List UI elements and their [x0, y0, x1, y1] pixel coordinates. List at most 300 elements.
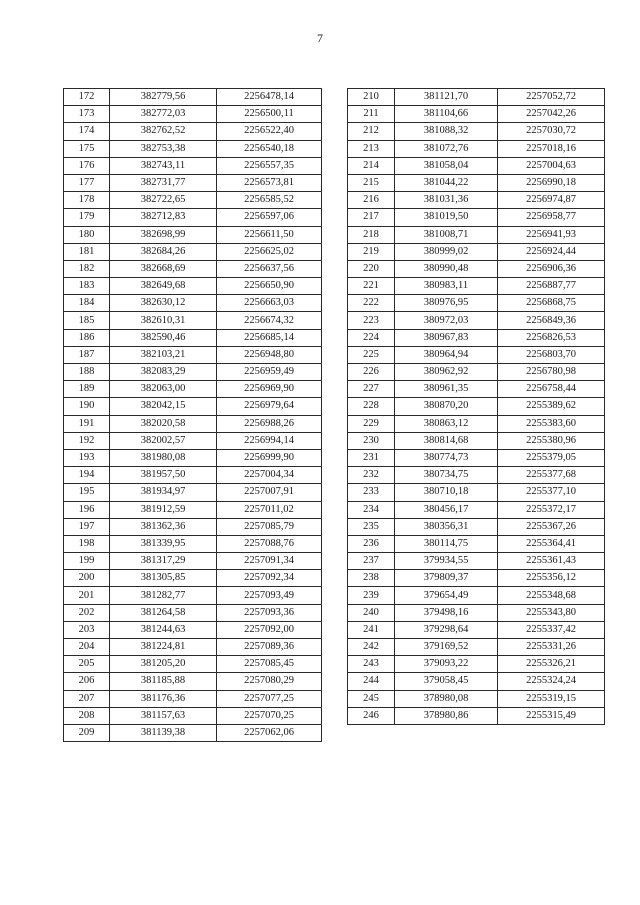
y-coordinate-cell: 2257092,34	[217, 570, 322, 587]
y-coordinate-cell: 2255377,68	[498, 467, 605, 484]
x-coordinate-cell: 381058,04	[395, 157, 498, 174]
y-coordinate-cell: 2256557,35	[217, 157, 322, 174]
y-coordinate-cell: 2256611,50	[217, 226, 322, 243]
y-coordinate-cell: 2257080,29	[217, 673, 322, 690]
y-coordinate-cell: 2256637,56	[217, 260, 322, 277]
point-number-cell: 172	[64, 89, 110, 106]
x-coordinate-cell: 380456,17	[395, 501, 498, 518]
x-coordinate-cell: 379058,45	[395, 673, 498, 690]
point-number-cell: 206	[64, 673, 110, 690]
point-number-cell: 230	[348, 432, 395, 449]
x-coordinate-cell: 379498,16	[395, 604, 498, 621]
y-coordinate-cell: 2257007,91	[217, 484, 322, 501]
point-number-cell: 220	[348, 260, 395, 277]
point-number-cell: 233	[348, 484, 395, 501]
y-coordinate-cell: 2257004,34	[217, 467, 322, 484]
y-coordinate-cell: 2255379,05	[498, 449, 605, 466]
x-coordinate-cell: 381264,58	[110, 604, 217, 621]
x-coordinate-cell: 382753,38	[110, 140, 217, 157]
table-row	[64, 449, 322, 466]
table-row	[348, 398, 605, 415]
x-coordinate-cell: 380356,31	[395, 518, 498, 535]
x-coordinate-cell: 381157,63	[110, 707, 217, 724]
table-row	[64, 329, 322, 346]
table-row	[64, 415, 322, 432]
y-coordinate-cell: 2257062,06	[217, 724, 322, 741]
y-coordinate-cell: 2255326,21	[498, 656, 605, 673]
point-number-cell: 175	[64, 140, 110, 157]
page-number: 7	[317, 31, 323, 45]
table-row	[348, 535, 605, 552]
x-coordinate-cell: 381205,20	[110, 656, 217, 673]
table-row	[348, 432, 605, 449]
table-row	[64, 312, 322, 329]
x-coordinate-cell: 381244,63	[110, 621, 217, 638]
x-coordinate-cell: 380961,35	[395, 381, 498, 398]
x-coordinate-cell: 381044,22	[395, 174, 498, 191]
point-number-cell: 229	[348, 415, 395, 432]
point-number-cell: 226	[348, 364, 395, 381]
table-row	[348, 381, 605, 398]
x-coordinate-cell: 380962,92	[395, 364, 498, 381]
point-number-cell: 192	[64, 432, 110, 449]
y-coordinate-cell: 2257011,02	[217, 501, 322, 518]
x-coordinate-cell: 379934,55	[395, 553, 498, 570]
y-coordinate-cell: 2256999,90	[217, 449, 322, 466]
y-coordinate-cell: 2255372,17	[498, 501, 605, 518]
point-number-cell: 238	[348, 570, 395, 587]
table-row	[64, 535, 322, 552]
y-coordinate-cell: 2255356,12	[498, 570, 605, 587]
y-coordinate-cell: 2257088,76	[217, 535, 322, 552]
point-number-cell: 236	[348, 535, 395, 552]
y-coordinate-cell: 2256887,77	[498, 278, 605, 295]
y-coordinate-cell: 2255377,10	[498, 484, 605, 501]
x-coordinate-cell: 381176,36	[110, 690, 217, 707]
x-coordinate-cell: 381139,38	[110, 724, 217, 741]
table-row	[64, 364, 322, 381]
x-coordinate-cell: 382722,65	[110, 192, 217, 209]
table-row	[348, 553, 605, 570]
y-coordinate-cell: 2256948,80	[217, 346, 322, 363]
x-coordinate-cell: 380972,03	[395, 312, 498, 329]
point-number-cell: 179	[64, 209, 110, 226]
y-coordinate-cell: 2255319,15	[498, 690, 605, 707]
y-coordinate-cell: 2255383,60	[498, 415, 605, 432]
table-row	[64, 174, 322, 191]
table-row	[64, 278, 322, 295]
x-coordinate-cell: 381934,97	[110, 484, 217, 501]
x-coordinate-cell: 381019,50	[395, 209, 498, 226]
point-number-cell: 245	[348, 690, 395, 707]
x-coordinate-cell: 382630,12	[110, 295, 217, 312]
table-row	[64, 260, 322, 277]
table-row	[64, 346, 322, 363]
point-number-cell: 209	[64, 724, 110, 741]
x-coordinate-cell: 381282,77	[110, 587, 217, 604]
table-row	[64, 398, 322, 415]
point-number-cell: 234	[348, 501, 395, 518]
x-coordinate-cell: 382063,00	[110, 381, 217, 398]
point-number-cell: 174	[64, 123, 110, 140]
table-row	[64, 570, 322, 587]
point-number-cell: 211	[348, 106, 395, 123]
x-coordinate-cell: 378980,08	[395, 690, 498, 707]
table-row	[64, 123, 322, 140]
point-number-cell: 187	[64, 346, 110, 363]
point-number-cell: 244	[348, 673, 395, 690]
point-number-cell: 212	[348, 123, 395, 140]
table-row	[64, 295, 322, 312]
table-row	[348, 312, 605, 329]
y-coordinate-cell: 2256674,32	[217, 312, 322, 329]
x-coordinate-cell: 382712,83	[110, 209, 217, 226]
y-coordinate-cell: 2256540,18	[217, 140, 322, 157]
y-coordinate-cell: 2255337,42	[498, 621, 605, 638]
point-number-cell: 246	[348, 707, 395, 724]
x-coordinate-cell: 382762,52	[110, 123, 217, 140]
point-number-cell: 208	[64, 707, 110, 724]
point-number-cell: 203	[64, 621, 110, 638]
point-number-cell: 239	[348, 587, 395, 604]
y-coordinate-cell: 2257077,25	[217, 690, 322, 707]
x-coordinate-cell: 379654,49	[395, 587, 498, 604]
y-coordinate-cell: 2257052,72	[498, 89, 605, 106]
y-coordinate-cell: 2256849,36	[498, 312, 605, 329]
x-coordinate-cell: 382002,57	[110, 432, 217, 449]
point-number-cell: 191	[64, 415, 110, 432]
table-row	[64, 209, 322, 226]
point-number-cell: 198	[64, 535, 110, 552]
table-row	[348, 278, 605, 295]
y-coordinate-cell: 2255331,26	[498, 639, 605, 656]
point-number-cell: 218	[348, 226, 395, 243]
x-coordinate-cell: 381008,71	[395, 226, 498, 243]
y-coordinate-cell: 2257085,79	[217, 518, 322, 535]
y-coordinate-cell: 2256941,93	[498, 226, 605, 243]
x-coordinate-cell: 380967,83	[395, 329, 498, 346]
x-coordinate-cell: 382610,31	[110, 312, 217, 329]
point-number-cell: 215	[348, 174, 395, 191]
table-row	[64, 656, 322, 673]
y-coordinate-cell: 2257030,72	[498, 123, 605, 140]
y-coordinate-cell: 2256979,64	[217, 398, 322, 415]
point-number-cell: 180	[64, 226, 110, 243]
x-coordinate-cell: 382731,77	[110, 174, 217, 191]
table-row	[348, 346, 605, 363]
table-row	[348, 501, 605, 518]
table-row	[64, 639, 322, 656]
point-number-cell: 213	[348, 140, 395, 157]
table-row	[64, 501, 322, 518]
point-number-cell: 182	[64, 260, 110, 277]
x-coordinate-cell: 380734,75	[395, 467, 498, 484]
point-number-cell: 204	[64, 639, 110, 656]
table-row	[64, 140, 322, 157]
x-coordinate-cell: 381224,81	[110, 639, 217, 656]
point-number-cell: 205	[64, 656, 110, 673]
table-row	[64, 192, 322, 209]
point-number-cell: 177	[64, 174, 110, 191]
table-row	[348, 570, 605, 587]
point-number-cell: 178	[64, 192, 110, 209]
y-coordinate-cell: 2257070,25	[217, 707, 322, 724]
table-row	[348, 707, 605, 724]
y-coordinate-cell: 2257092,00	[217, 621, 322, 638]
x-coordinate-cell: 382684,26	[110, 243, 217, 260]
x-coordinate-cell: 381980,08	[110, 449, 217, 466]
y-coordinate-cell: 2256868,75	[498, 295, 605, 312]
y-coordinate-cell: 2256522,40	[217, 123, 322, 140]
table-row	[348, 140, 605, 157]
point-number-cell: 223	[348, 312, 395, 329]
point-number-cell: 186	[64, 329, 110, 346]
y-coordinate-cell: 2256958,77	[498, 209, 605, 226]
y-coordinate-cell: 2256625,02	[217, 243, 322, 260]
point-number-cell: 176	[64, 157, 110, 174]
point-number-cell: 214	[348, 157, 395, 174]
x-coordinate-cell: 380870,20	[395, 398, 498, 415]
y-coordinate-cell: 2256685,14	[217, 329, 322, 346]
x-coordinate-cell: 382772,03	[110, 106, 217, 123]
table-row	[348, 106, 605, 123]
table-row	[348, 226, 605, 243]
point-number-cell: 222	[348, 295, 395, 312]
table-row	[348, 174, 605, 191]
table-row	[64, 604, 322, 621]
table-row	[348, 209, 605, 226]
x-coordinate-cell: 381088,32	[395, 123, 498, 140]
y-coordinate-cell: 2256663,03	[217, 295, 322, 312]
y-coordinate-cell: 2255324,24	[498, 673, 605, 690]
y-coordinate-cell: 2257089,36	[217, 639, 322, 656]
x-coordinate-cell: 380114,75	[395, 535, 498, 552]
x-coordinate-cell: 380964,94	[395, 346, 498, 363]
x-coordinate-cell: 381362,36	[110, 518, 217, 535]
x-coordinate-cell: 381121,70	[395, 89, 498, 106]
y-coordinate-cell: 2256988,26	[217, 415, 322, 432]
table-row	[348, 89, 605, 106]
y-coordinate-cell: 2257093,36	[217, 604, 322, 621]
point-number-cell: 227	[348, 381, 395, 398]
table-row	[348, 192, 605, 209]
coordinates-table-right	[347, 88, 605, 725]
table-row	[64, 724, 322, 741]
point-number-cell: 197	[64, 518, 110, 535]
point-number-cell: 231	[348, 449, 395, 466]
table-row	[348, 604, 605, 621]
table-row	[64, 432, 322, 449]
table-row	[64, 226, 322, 243]
point-number-cell: 194	[64, 467, 110, 484]
x-coordinate-cell: 381104,66	[395, 106, 498, 123]
y-coordinate-cell: 2256597,06	[217, 209, 322, 226]
x-coordinate-cell: 381912,59	[110, 501, 217, 518]
point-number-cell: 188	[64, 364, 110, 381]
y-coordinate-cell: 2257093,49	[217, 587, 322, 604]
point-number-cell: 199	[64, 553, 110, 570]
x-coordinate-cell: 378980,86	[395, 707, 498, 724]
table-row	[64, 157, 322, 174]
point-number-cell: 237	[348, 553, 395, 570]
point-number-cell: 225	[348, 346, 395, 363]
x-coordinate-cell: 379298,64	[395, 621, 498, 638]
x-coordinate-cell: 380774,73	[395, 449, 498, 466]
x-coordinate-cell: 380999,02	[395, 243, 498, 260]
x-coordinate-cell: 382668,69	[110, 260, 217, 277]
point-number-cell: 243	[348, 656, 395, 673]
table-row	[348, 690, 605, 707]
point-number-cell: 200	[64, 570, 110, 587]
x-coordinate-cell: 382649,68	[110, 278, 217, 295]
y-coordinate-cell: 2256969,90	[217, 381, 322, 398]
point-number-cell: 242	[348, 639, 395, 656]
x-coordinate-cell: 380814,68	[395, 432, 498, 449]
y-coordinate-cell: 2255361,43	[498, 553, 605, 570]
point-number-cell: 195	[64, 484, 110, 501]
point-number-cell: 189	[64, 381, 110, 398]
point-number-cell: 219	[348, 243, 395, 260]
x-coordinate-cell: 381339,95	[110, 535, 217, 552]
table-row	[348, 157, 605, 174]
y-coordinate-cell: 2257091,34	[217, 553, 322, 570]
point-number-cell: 232	[348, 467, 395, 484]
y-coordinate-cell: 2256959,49	[217, 364, 322, 381]
point-number-cell: 210	[348, 89, 395, 106]
x-coordinate-cell: 379169,52	[395, 639, 498, 656]
x-coordinate-cell: 382590,46	[110, 329, 217, 346]
y-coordinate-cell: 2255367,26	[498, 518, 605, 535]
x-coordinate-cell: 380710,18	[395, 484, 498, 501]
table-row	[348, 123, 605, 140]
y-coordinate-cell: 2256826,53	[498, 329, 605, 346]
point-number-cell: 193	[64, 449, 110, 466]
table-row	[64, 707, 322, 724]
y-coordinate-cell: 2255315,49	[498, 707, 605, 724]
coordinates-table-left	[63, 88, 322, 742]
y-coordinate-cell: 2257085,45	[217, 656, 322, 673]
table-row	[348, 467, 605, 484]
y-coordinate-cell: 2257042,26	[498, 106, 605, 123]
point-number-cell: 224	[348, 329, 395, 346]
table-row	[348, 587, 605, 604]
table-row	[348, 364, 605, 381]
table-row	[348, 329, 605, 346]
table-row	[348, 260, 605, 277]
y-coordinate-cell: 2256803,70	[498, 346, 605, 363]
y-coordinate-cell: 2255380,96	[498, 432, 605, 449]
x-coordinate-cell: 380863,12	[395, 415, 498, 432]
y-coordinate-cell: 2256780,98	[498, 364, 605, 381]
x-coordinate-cell: 382042,15	[110, 398, 217, 415]
table-row	[348, 621, 605, 638]
point-number-cell: 173	[64, 106, 110, 123]
y-coordinate-cell: 2256990,18	[498, 174, 605, 191]
table-row	[64, 381, 322, 398]
point-number-cell: 190	[64, 398, 110, 415]
y-coordinate-cell: 2255343,80	[498, 604, 605, 621]
y-coordinate-cell: 2256478,14	[217, 89, 322, 106]
table-row	[64, 467, 322, 484]
table-row	[64, 89, 322, 106]
table-row	[64, 553, 322, 570]
table-row	[64, 673, 322, 690]
x-coordinate-cell: 381031,36	[395, 192, 498, 209]
y-coordinate-cell: 2256994,14	[217, 432, 322, 449]
table-row	[64, 106, 322, 123]
point-number-cell: 217	[348, 209, 395, 226]
point-number-cell: 240	[348, 604, 395, 621]
point-number-cell: 196	[64, 501, 110, 518]
y-coordinate-cell: 2255389,62	[498, 398, 605, 415]
y-coordinate-cell: 2256650,90	[217, 278, 322, 295]
y-coordinate-cell: 2257004,63	[498, 157, 605, 174]
x-coordinate-cell: 382103,21	[110, 346, 217, 363]
point-number-cell: 184	[64, 295, 110, 312]
x-coordinate-cell: 379809,37	[395, 570, 498, 587]
x-coordinate-cell: 380990,48	[395, 260, 498, 277]
table-row	[348, 639, 605, 656]
y-coordinate-cell: 2256573,81	[217, 174, 322, 191]
table-row	[64, 243, 322, 260]
table-row	[348, 415, 605, 432]
table-row	[64, 621, 322, 638]
point-number-cell: 201	[64, 587, 110, 604]
y-coordinate-cell: 2256585,52	[217, 192, 322, 209]
table-row	[348, 518, 605, 535]
x-coordinate-cell: 380983,11	[395, 278, 498, 295]
table-row	[348, 484, 605, 501]
point-number-cell: 228	[348, 398, 395, 415]
table-row	[348, 656, 605, 673]
x-coordinate-cell: 380976,95	[395, 295, 498, 312]
x-coordinate-cell: 382083,29	[110, 364, 217, 381]
y-coordinate-cell: 2257018,16	[498, 140, 605, 157]
y-coordinate-cell: 2256758,44	[498, 381, 605, 398]
y-coordinate-cell: 2256500,11	[217, 106, 322, 123]
point-number-cell: 202	[64, 604, 110, 621]
point-number-cell: 216	[348, 192, 395, 209]
y-coordinate-cell: 2255348,68	[498, 587, 605, 604]
point-number-cell: 241	[348, 621, 395, 638]
x-coordinate-cell: 379093,22	[395, 656, 498, 673]
point-number-cell: 221	[348, 278, 395, 295]
x-coordinate-cell: 382020,58	[110, 415, 217, 432]
x-coordinate-cell: 381072,76	[395, 140, 498, 157]
table-row	[64, 484, 322, 501]
table-row	[348, 295, 605, 312]
point-number-cell: 207	[64, 690, 110, 707]
table-row	[64, 587, 322, 604]
x-coordinate-cell: 381317,29	[110, 553, 217, 570]
y-coordinate-cell: 2256906,36	[498, 260, 605, 277]
table-row	[348, 243, 605, 260]
table-row	[348, 449, 605, 466]
x-coordinate-cell: 381305,85	[110, 570, 217, 587]
y-coordinate-cell: 2256974,87	[498, 192, 605, 209]
point-number-cell: 235	[348, 518, 395, 535]
table-row	[348, 673, 605, 690]
x-coordinate-cell: 381957,50	[110, 467, 217, 484]
x-coordinate-cell: 382779,56	[110, 89, 217, 106]
point-number-cell: 183	[64, 278, 110, 295]
y-coordinate-cell: 2255364,41	[498, 535, 605, 552]
table-row	[64, 518, 322, 535]
table-row	[64, 690, 322, 707]
point-number-cell: 181	[64, 243, 110, 260]
y-coordinate-cell: 2256924,44	[498, 243, 605, 260]
point-number-cell: 185	[64, 312, 110, 329]
